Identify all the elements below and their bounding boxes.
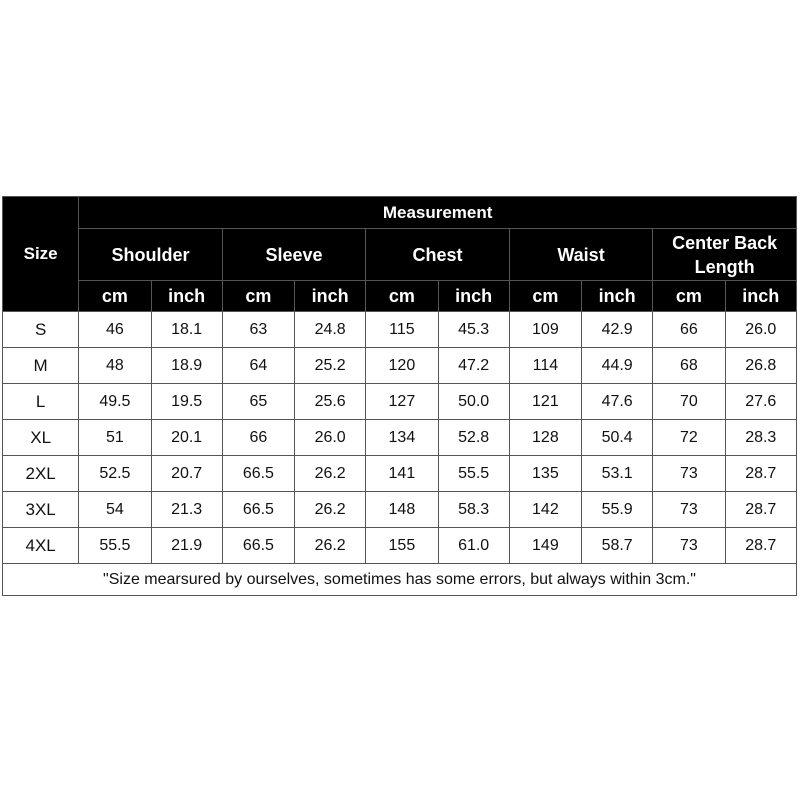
unit-header: cm [222,281,294,312]
unit-header: cm [79,281,151,312]
value-cell: 73 [653,456,725,492]
table-row [3,492,797,528]
table-row [3,420,797,456]
unit-header: inch [438,281,509,312]
value-cell: 66 [222,420,294,456]
value-cell: 73 [653,492,725,528]
table-row [3,528,797,564]
size-cell: L [3,384,79,420]
header-row-groups [3,229,797,281]
value-cell: 44.9 [582,348,653,384]
value-cell: 128 [509,420,581,456]
unit-header: cm [653,281,725,312]
value-cell: 28.7 [725,456,796,492]
value-cell: 48 [79,348,151,384]
value-cell: 26.8 [725,348,796,384]
value-cell: 109 [509,312,581,348]
size-cell: S [3,312,79,348]
size-cell: M [3,348,79,384]
value-cell: 45.3 [438,312,509,348]
table-row [3,348,797,384]
size-column-header: Size [3,197,79,312]
value-cell: 63 [222,312,294,348]
value-cell: 24.8 [295,312,366,348]
value-cell: 149 [509,528,581,564]
header-row-units [3,281,797,312]
unit-header: inch [295,281,366,312]
value-cell: 52.5 [79,456,151,492]
value-cell: 72 [653,420,725,456]
value-cell: 142 [509,492,581,528]
value-cell: 28.7 [725,528,796,564]
measurement-note: "Size mearsured by ourselves, sometimes has some errors, but always within 3cm." [3,564,797,596]
value-cell: 54 [79,492,151,528]
measurement-header: Measurement [79,197,797,229]
value-cell: 50.4 [582,420,653,456]
size-cell: 2XL [3,456,79,492]
value-cell: 50.0 [438,384,509,420]
value-cell: 70 [653,384,725,420]
value-cell: 26.2 [295,492,366,528]
group-header-chest: Chest [366,229,510,281]
value-cell: 127 [366,384,438,420]
value-cell: 141 [366,456,438,492]
value-cell: 47.2 [438,348,509,384]
group-header-center-back-length: Center Back Length [653,229,797,281]
value-cell: 134 [366,420,438,456]
unit-header: cm [366,281,438,312]
unit-header: inch [725,281,796,312]
value-cell: 55.9 [582,492,653,528]
unit-header: cm [509,281,581,312]
value-cell: 120 [366,348,438,384]
value-cell: 20.7 [151,456,222,492]
value-cell: 115 [366,312,438,348]
group-header-shoulder: Shoulder [79,229,223,281]
value-cell: 66.5 [222,528,294,564]
value-cell: 135 [509,456,581,492]
value-cell: 73 [653,528,725,564]
table-row [3,384,797,420]
value-cell: 58.3 [438,492,509,528]
value-cell: 18.1 [151,312,222,348]
group-header-sleeve: Sleeve [222,229,366,281]
value-cell: 49.5 [79,384,151,420]
value-cell: 64 [222,348,294,384]
value-cell: 61.0 [438,528,509,564]
value-cell: 42.9 [582,312,653,348]
value-cell: 28.7 [725,492,796,528]
value-cell: 148 [366,492,438,528]
value-cell: 21.9 [151,528,222,564]
value-cell: 25.6 [295,384,366,420]
unit-header: inch [151,281,222,312]
value-cell: 58.7 [582,528,653,564]
value-cell: 66.5 [222,492,294,528]
value-cell: 121 [509,384,581,420]
value-cell: 65 [222,384,294,420]
note-row [3,564,797,596]
value-cell: 26.2 [295,528,366,564]
value-cell: 20.1 [151,420,222,456]
value-cell: 114 [509,348,581,384]
value-cell: 47.6 [582,384,653,420]
value-cell: 21.3 [151,492,222,528]
size-cell: 3XL [3,492,79,528]
value-cell: 68 [653,348,725,384]
size-chart-table [2,196,797,596]
value-cell: 46 [79,312,151,348]
value-cell: 55.5 [438,456,509,492]
value-cell: 26.0 [725,312,796,348]
value-cell: 19.5 [151,384,222,420]
value-cell: 51 [79,420,151,456]
size-cell: 4XL [3,528,79,564]
value-cell: 66 [653,312,725,348]
table-row [3,456,797,492]
value-cell: 18.9 [151,348,222,384]
value-cell: 28.3 [725,420,796,456]
value-cell: 66.5 [222,456,294,492]
size-cell: XL [3,420,79,456]
value-cell: 25.2 [295,348,366,384]
value-cell: 55.5 [79,528,151,564]
table-row [3,312,797,348]
value-cell: 27.6 [725,384,796,420]
header-row-measurement [3,197,797,229]
value-cell: 26.2 [295,456,366,492]
value-cell: 155 [366,528,438,564]
group-header-waist: Waist [509,229,653,281]
unit-header: inch [582,281,653,312]
value-cell: 53.1 [582,456,653,492]
value-cell: 52.8 [438,420,509,456]
value-cell: 26.0 [295,420,366,456]
